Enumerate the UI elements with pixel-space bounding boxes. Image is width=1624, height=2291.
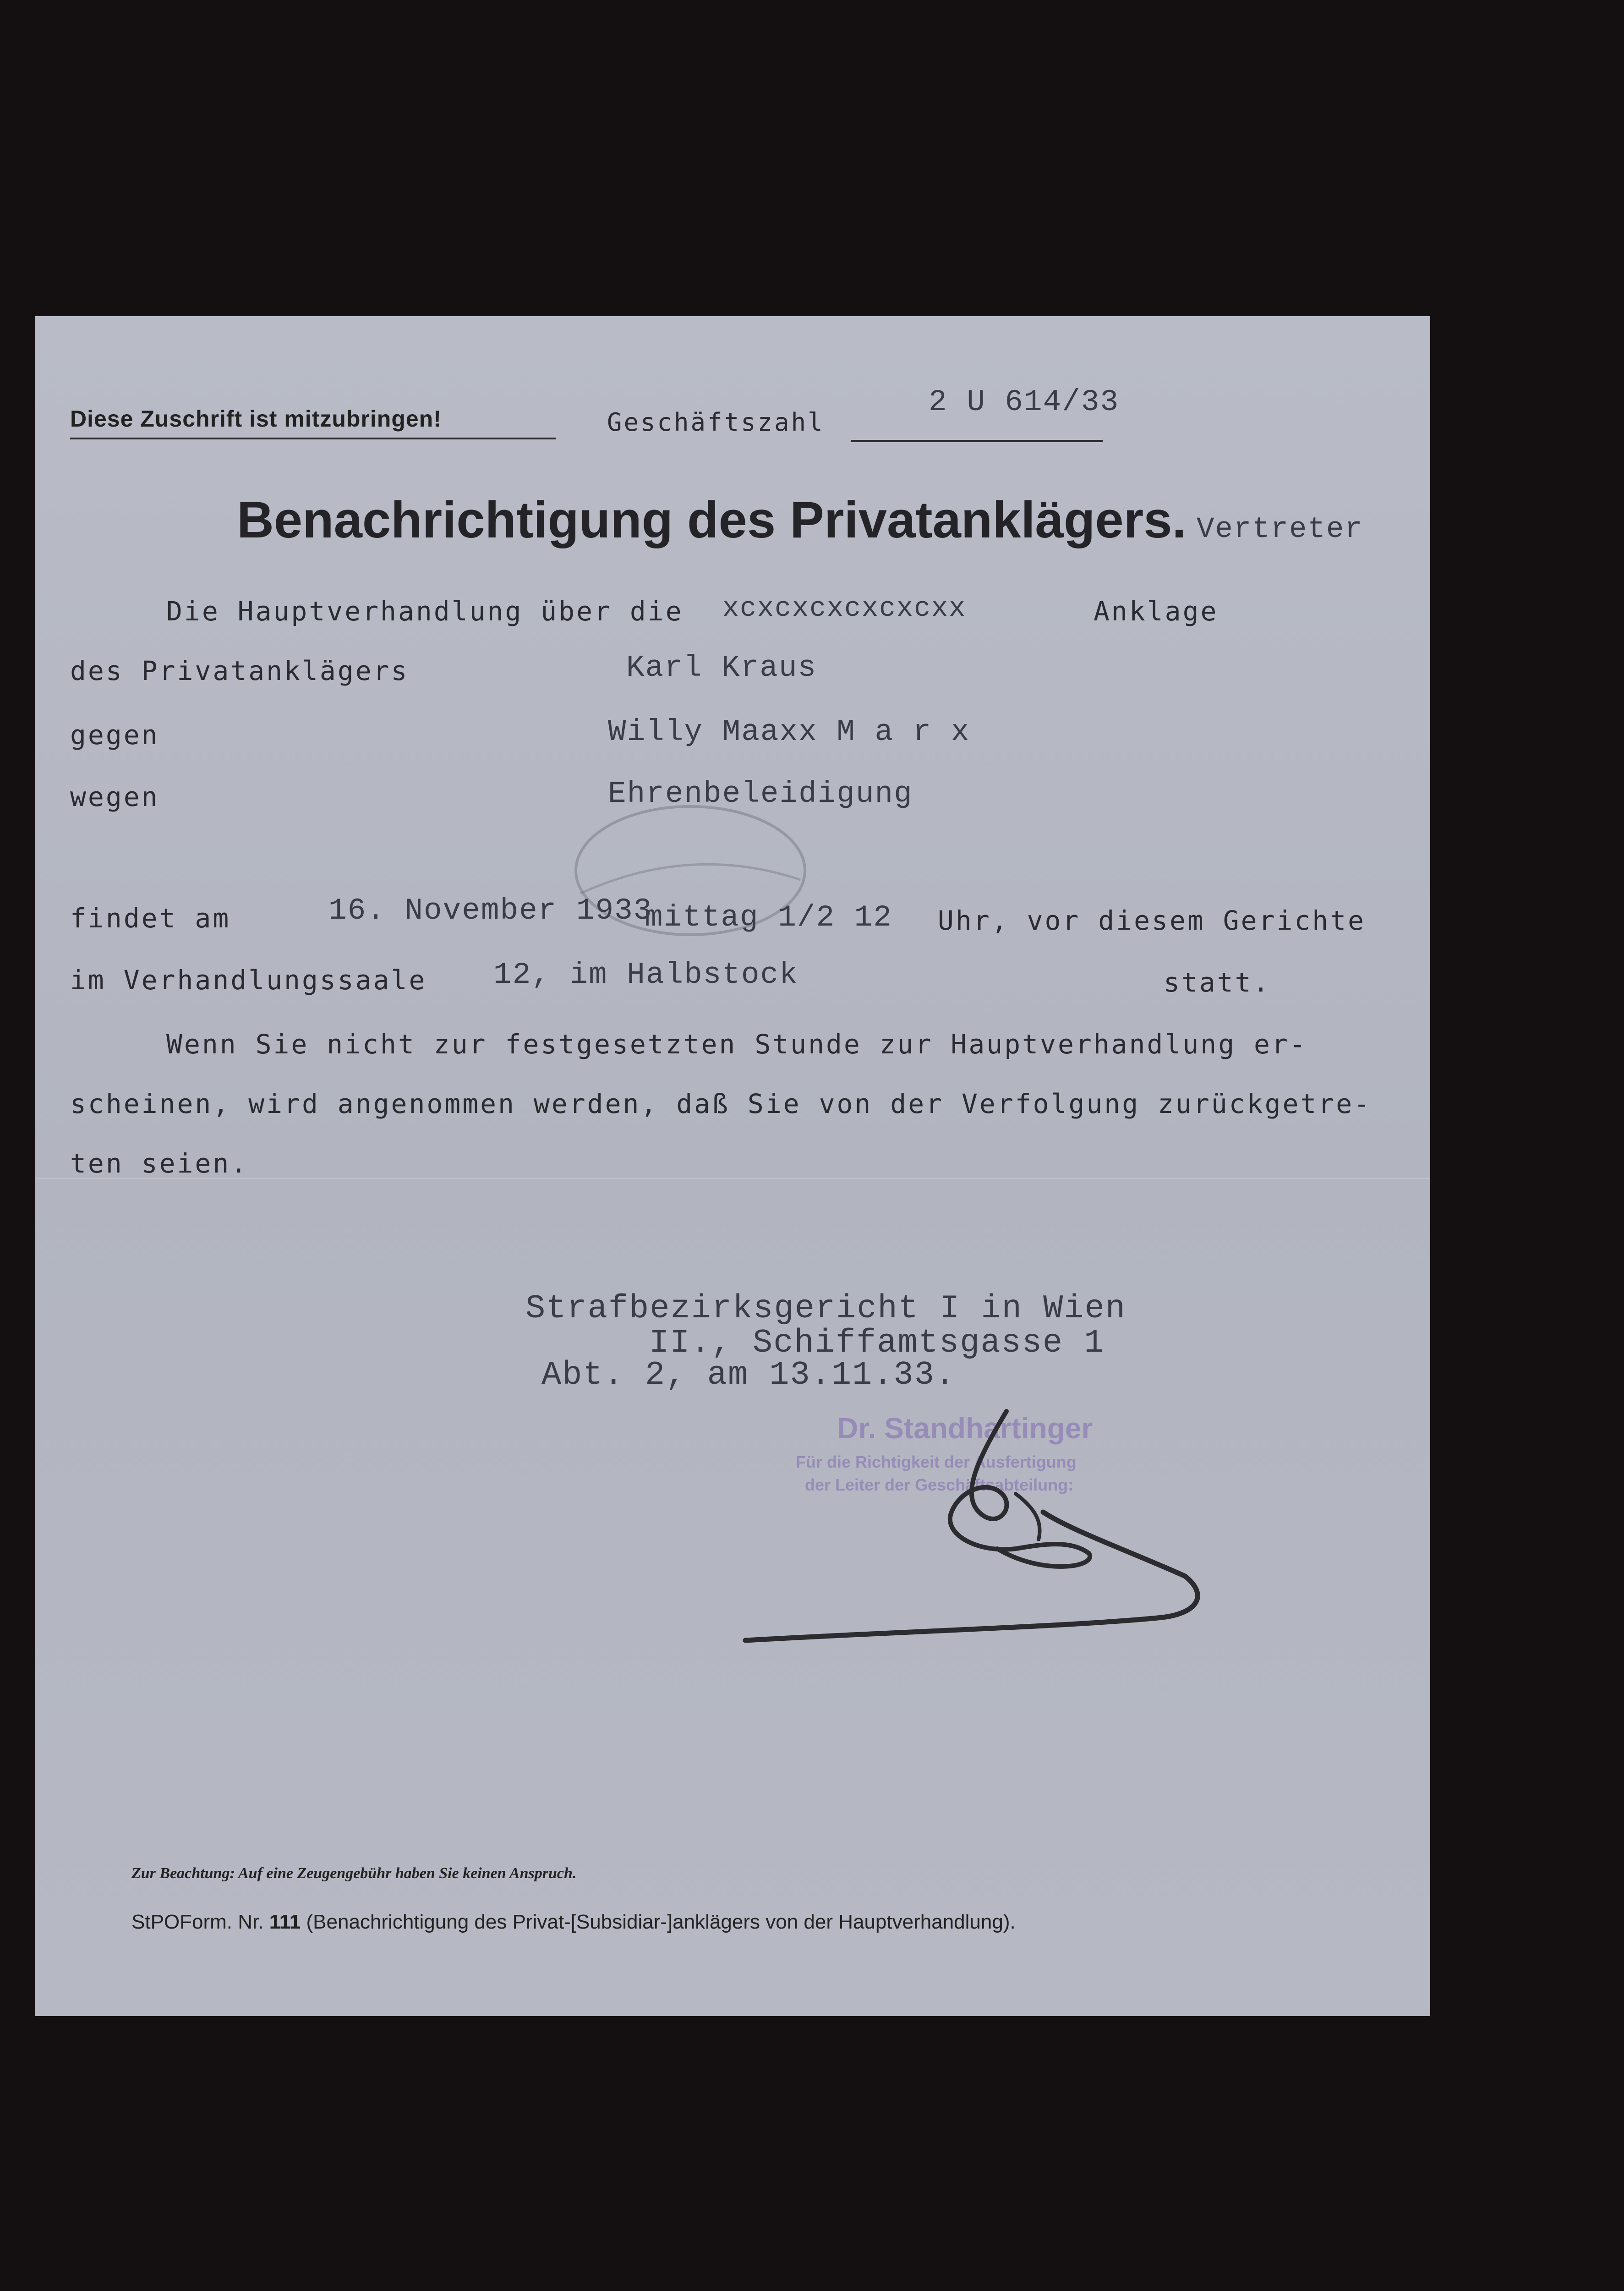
stamp-line-1: Für die Richtigkeit der Ausfertigung xyxy=(796,1452,1077,1471)
date-label: findet am xyxy=(70,903,231,934)
paragraph-line-1: Wenn Sie nicht zur festgesetzten Stunde zur Hauptverhandlung er- xyxy=(166,1029,1307,1060)
stamp-line-2: der Leiter der Geschäftsabteilung: xyxy=(805,1475,1074,1494)
hearing-date: 16. November 1933 xyxy=(328,893,653,928)
court-address: II., Schiffamtsgasse 1 xyxy=(649,1324,1105,1362)
offense: Ehrenbeleidigung xyxy=(608,777,913,811)
stamp-name: Dr. Standhartinger xyxy=(837,1412,1093,1445)
paragraph-line-3: ten seien. xyxy=(70,1148,249,1179)
bring-notice: Diese Zuschrift ist mitzubringen! xyxy=(70,406,442,432)
plaintiff-name: Karl Kraus xyxy=(626,651,817,685)
document-title: Benachrichtigung des Privatanklägers. xyxy=(237,491,1187,548)
form-number: 111 xyxy=(269,1911,301,1933)
hearing-line-suffix: Anklage xyxy=(1094,596,1219,627)
paragraph-line-2: scheinen, wird angenommen werden, daß Sie von der Verfolgung zurückgetre- xyxy=(70,1088,1372,1119)
form-suffix: (Benachrichtigung des Privat-[Subsidiar-]anklägers von der Hauptverhandlung). xyxy=(306,1911,1016,1933)
footer-note: Zur Beachtung: Auf eine Zeugengebühr haben Sie keinen Anspruch. xyxy=(131,1865,577,1882)
court-department-date: Abt. 2, am 13.11.33. xyxy=(541,1356,956,1394)
file-number-line xyxy=(851,440,1103,442)
room-label: im Verhandlungssaale xyxy=(70,965,427,996)
defendant-name: Willy Maaxx M a r x xyxy=(608,715,970,749)
form-prefix: StPOForm. Nr. xyxy=(131,1911,264,1933)
title-addition: Vertreter xyxy=(1197,513,1363,546)
charge-type-struck: xcxcxcxcxcxcxx xyxy=(722,593,967,625)
court-name: Strafbezirksgericht I in Wien xyxy=(525,1290,1126,1327)
bring-notice-underline xyxy=(70,438,556,439)
signature xyxy=(722,1402,1249,1659)
time-suffix: Uhr, vor diesem Gerichte xyxy=(938,905,1366,936)
file-number-label: Geschäftszahl xyxy=(607,408,825,437)
room-suffix: statt. xyxy=(1164,967,1271,998)
reason-label: wegen xyxy=(70,781,159,812)
against-label: gegen xyxy=(70,719,159,751)
hearing-room: 12, im Halbstock xyxy=(493,958,798,992)
plaintiff-label: des Privatanklägers xyxy=(70,655,409,686)
form-reference xyxy=(131,1911,1016,1934)
hearing-time: mittag 1/2 12 xyxy=(645,900,892,935)
hearing-line-prefix: Die Hauptverhandlung über die xyxy=(166,596,684,627)
document-sheet xyxy=(35,316,1430,2016)
file-number: 2 U 614/33 xyxy=(929,385,1120,419)
